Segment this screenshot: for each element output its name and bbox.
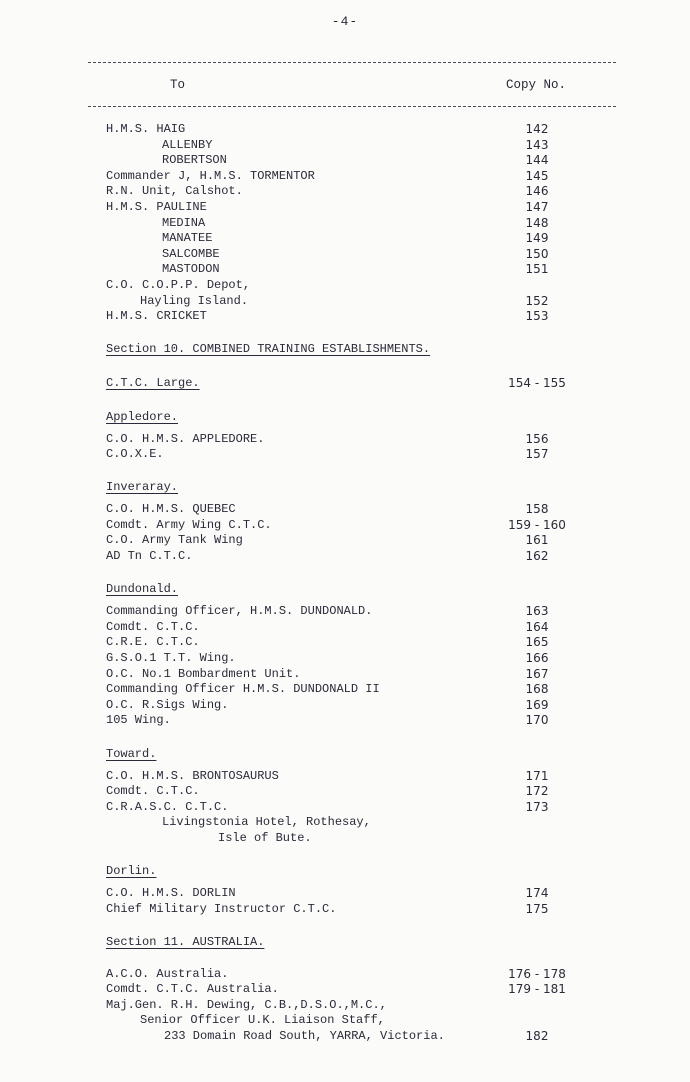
section-heading-text: Appledore.: [106, 409, 179, 424]
recipient-label: ROBERTSON: [162, 153, 227, 168]
recipient-label: C.O. H.M.S. BRONTOSAURUS: [106, 768, 279, 783]
distribution-row: [0, 831, 690, 847]
recipient-label: MEDINA: [162, 215, 206, 230]
recipient-label: Hayling Island.: [140, 293, 249, 308]
recipient-label: C.O. H.M.S. APPLEDORE.: [106, 431, 265, 446]
copy-number: 143: [525, 137, 549, 152]
recipient-label: Commanding Officer H.M.S. DUNDONALD II: [106, 682, 380, 697]
copy-number: 154 - 155: [508, 375, 566, 390]
distribution-row: [0, 682, 690, 698]
distribution-row: [0, 262, 690, 278]
section-heading-text: Dorlin.: [106, 864, 157, 879]
recipient-label: AD Tn C.T.C.: [106, 549, 193, 564]
copy-number: 158: [525, 502, 549, 517]
spacer: [0, 463, 690, 479]
recipient-label: Comdt. C.T.C.: [106, 784, 200, 799]
distribution-row: [0, 1029, 690, 1045]
spacer: [0, 358, 690, 374]
copy-number: 157: [525, 447, 549, 462]
section-heading: [0, 478, 690, 496]
spacer: [0, 917, 690, 933]
distribution-row: [0, 713, 690, 729]
copy-number: 182: [525, 1028, 549, 1043]
recipient-label: SALCOMBE: [162, 246, 220, 261]
distribution-row: [0, 184, 690, 200]
copy-number: 145: [525, 168, 549, 183]
distribution-row: [0, 216, 690, 232]
copy-number: 151: [525, 262, 549, 277]
distribution-row: [0, 982, 690, 998]
section-heading-text: Section 10. COMBINED TRAINING ESTABLISHMENTS.: [106, 342, 431, 357]
copy-number: 147: [525, 199, 549, 214]
copy-number: 165: [525, 635, 549, 650]
recipient-label: Chief Military Instructor C.T.C.: [106, 901, 337, 916]
copy-number: 176 - 178: [508, 966, 566, 981]
copy-number: 175: [525, 901, 549, 916]
section-heading-text: Toward.: [106, 746, 157, 761]
copy-number: 150: [525, 246, 549, 261]
distribution-row: [0, 815, 690, 831]
recipient-label: H.M.S. CRICKET: [106, 309, 207, 324]
distribution-row: [0, 886, 690, 902]
recipient-label: C.O. H.M.S. DORLIN: [106, 886, 236, 901]
recipient-label: Isle of Bute.: [218, 830, 312, 845]
recipient-label: H.M.S. PAULINE: [106, 199, 207, 214]
copy-number: 153: [525, 309, 549, 324]
recipient-label: C.O.X.E.: [106, 447, 164, 462]
distribution-row: [0, 698, 690, 714]
recipient-label: C.R.E. C.T.C.: [106, 635, 200, 650]
distribution-row: [0, 651, 690, 667]
section-heading: [0, 408, 690, 426]
recipient-label: Comdt. C.T.C.: [106, 619, 200, 634]
recipient-label: A.C.O. Australia.: [106, 966, 229, 981]
column-header-copy-no: Copy No.: [506, 78, 567, 92]
copy-number: 172: [525, 784, 549, 799]
copy-number: 168: [525, 682, 549, 697]
recipient-label: H.M.S. HAIG: [106, 122, 186, 136]
distribution-row: [0, 169, 690, 185]
distribution-row: [0, 620, 690, 636]
distribution-row: [0, 153, 690, 169]
page-number: -4-: [331, 14, 359, 29]
recipient-label: ALLENBY: [162, 137, 213, 152]
copy-number: 171: [525, 768, 549, 783]
recipient-label: C.O. Army Tank Wing: [106, 533, 243, 548]
copy-number: 170: [525, 713, 549, 728]
distribution-row: [0, 800, 690, 816]
spacer: [0, 325, 690, 341]
distribution-row: [0, 138, 690, 154]
recipient-label: Comdt. Army Wing C.T.C.: [106, 517, 272, 532]
recipient-label: O.C. R.Sigs Wing.: [106, 697, 229, 712]
section-heading: [0, 745, 690, 763]
distribution-row: [0, 518, 690, 534]
distribution-row: [0, 533, 690, 549]
recipient-label: Commanding Officer, H.M.S. DUNDONALD.: [106, 604, 373, 619]
copy-number: 166: [525, 651, 549, 666]
copy-number: 173: [525, 799, 549, 814]
distribution-row: [0, 769, 690, 785]
copy-number: 163: [525, 604, 549, 619]
copy-number: 161: [525, 533, 549, 548]
copy-number: 144: [525, 153, 549, 168]
section-heading-text: C.T.C. Large.: [106, 375, 200, 390]
recipient-label: Senior Officer U.K. Liaison Staff,: [140, 1013, 385, 1028]
section-heading: [0, 340, 690, 358]
spacer: [0, 729, 690, 745]
distribution-row: [0, 502, 690, 518]
distribution-row: [0, 902, 690, 918]
recipient-label: G.S.O.1 T.T. Wing.: [106, 651, 236, 666]
copy-number: 152: [525, 293, 549, 308]
recipient-label: C.O. H.M.S. QUEBEC: [106, 502, 236, 517]
distribution-row: [0, 1013, 690, 1029]
copy-number: 149: [525, 231, 549, 246]
distribution-row: [0, 667, 690, 683]
recipient-label: MASTODON: [162, 262, 220, 277]
section-heading: [0, 374, 690, 392]
recipient-label: Comdt. C.T.C. Australia.: [106, 982, 279, 997]
recipient-label: Commander J, H.M.S. TORMENTOR: [106, 168, 315, 183]
copy-number: 169: [525, 697, 549, 712]
distribution-row: [0, 635, 690, 651]
section-heading: [0, 580, 690, 598]
section-heading: [0, 933, 690, 951]
distribution-row: [0, 122, 690, 138]
column-header-to: To: [170, 78, 186, 92]
copy-number: 156: [525, 431, 549, 446]
recipient-label: O.C. No.1 Bombardment Unit.: [106, 666, 301, 681]
distribution-row: [0, 998, 690, 1014]
distribution-row: [0, 200, 690, 216]
distribution-row: [0, 247, 690, 263]
distribution-row: [0, 604, 690, 620]
copy-number: 179 - 181: [508, 982, 566, 997]
distribution-row: [0, 447, 690, 463]
copy-number: 159 - 160: [508, 517, 566, 532]
copy-number: 174: [525, 886, 549, 901]
distribution-row: [0, 309, 690, 325]
recipient-label: R.N. Unit, Calshot.: [106, 184, 243, 199]
copy-number: 167: [525, 666, 549, 681]
spacer: [0, 847, 690, 863]
section-heading-text: Section 11. AUSTRALIA.: [106, 934, 265, 949]
distribution-row: [0, 231, 690, 247]
recipient-label: C.R.A.S.C. C.T.C.: [106, 799, 229, 814]
recipient-label: 105 Wing.: [106, 713, 171, 728]
section-heading-text: Dundonald.: [106, 582, 179, 597]
distribution-row: [0, 784, 690, 800]
recipient-label: Livingstonia Hotel, Rothesay,: [162, 815, 371, 830]
section-heading-text: Inveraray.: [106, 480, 179, 495]
distribution-row: [0, 432, 690, 448]
distribution-list: [0, 122, 690, 1045]
distribution-row: [0, 549, 690, 565]
copy-number: 142: [525, 122, 549, 136]
copy-number: 148: [525, 215, 549, 230]
copy-number: 162: [525, 549, 549, 564]
recipient-label: 233 Domain Road South, YARRA, Victoria.: [164, 1028, 445, 1043]
distribution-row: [0, 294, 690, 310]
header-bottom-rule: [88, 106, 616, 107]
recipient-label: MANATEE: [162, 231, 213, 246]
distribution-row: [0, 278, 690, 294]
distribution-row: [0, 967, 690, 983]
recipient-label: C.O. C.O.P.P. Depot,: [106, 277, 251, 292]
copy-number: 164: [525, 619, 549, 634]
spacer: [0, 392, 690, 408]
copy-number: 146: [525, 184, 549, 199]
recipient-label: Maj.Gen. R.H. Dewing, C.B.,D.S.O.,M.C.,: [106, 997, 387, 1012]
section-heading: [0, 862, 690, 880]
spacer: [0, 951, 690, 967]
header-top-rule: [88, 62, 616, 63]
spacer: [0, 565, 690, 581]
